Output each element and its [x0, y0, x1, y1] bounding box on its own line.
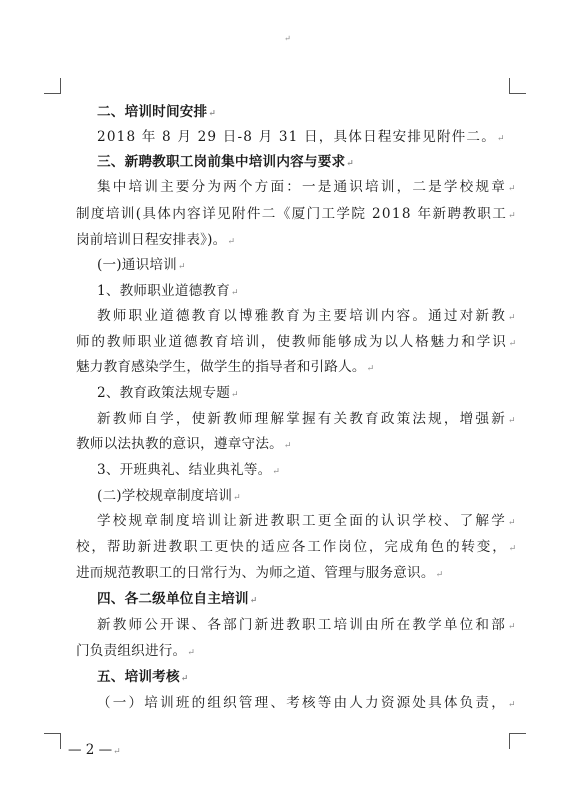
paragraph-mark-icon: ↵	[508, 544, 517, 554]
line-text: 3、开班典礼、结业典礼等。	[97, 462, 272, 478]
paragraph-mark-icon: ↵	[177, 262, 186, 272]
line-text: 三、新聘教职工岗前集中培训内容与要求	[97, 154, 346, 170]
body-text-line	[97, 410, 516, 430]
line-text: 五、培训考核	[97, 669, 180, 685]
line-text: 新教师自学，使新教师理解掌握有关教育政策法规，增强新	[97, 411, 507, 427]
line-text: 岗前培训日程安排表》)。	[76, 232, 227, 248]
body-text-line	[97, 307, 516, 327]
line-text: 1、教师职业道德教育	[97, 283, 230, 299]
paragraph-mark-icon: ↵	[507, 313, 516, 323]
body-text-line	[97, 282, 239, 302]
paragraph-mark-icon: ↵	[507, 416, 516, 426]
paragraph-mark-icon: ↵	[233, 493, 241, 503]
paragraph-mark-icon: ↵	[435, 570, 444, 580]
body-text-line	[76, 642, 195, 662]
paragraph-mark-icon: ↵	[187, 648, 196, 658]
crop-mark-bottom-right-h	[510, 733, 526, 734]
crop-mark-top-right-h	[510, 93, 526, 94]
line-text: 教师以法执教的意识，遵章守法。	[76, 436, 283, 452]
line-text: 二、培训时间安排	[97, 104, 208, 120]
paragraph-mark-icon: ↵	[208, 109, 217, 119]
paragraph-mark-icon: ↵	[508, 211, 516, 221]
crop-mark-top-right-v	[509, 78, 510, 94]
page-number	[68, 741, 121, 761]
line-text: 学校规章制度培训让新进教职工更全面的认识学校、了解学	[97, 513, 507, 529]
body-text-line	[76, 231, 235, 251]
paragraph-mark-icon: ↵	[231, 288, 239, 298]
body-text-line	[97, 487, 241, 507]
paragraph-mark-icon: ↵	[507, 184, 516, 194]
line-text: 2018 年 8 月 29 日-8 月 31 日，具体日程安排见附件二。	[97, 129, 496, 145]
body-text-line	[97, 256, 186, 276]
line-text: (一)通识培训	[97, 257, 177, 273]
crop-mark-bottom-right-v	[509, 733, 510, 749]
line-text: 新教师公开课、各部门新进教职工培训由所在教学单位和部	[97, 617, 507, 633]
section-heading	[97, 153, 354, 173]
section-heading	[97, 590, 257, 610]
body-text-line	[76, 435, 292, 455]
body-text-line	[97, 128, 505, 148]
paragraph-mark-icon: ↵	[508, 339, 517, 349]
body-text-line	[76, 333, 516, 353]
paragraph-mark-icon: ↵	[366, 364, 375, 374]
body-text-line	[97, 384, 239, 404]
line-text: 魅力教育感染学生，做学生的指导者和引路人。	[76, 359, 366, 375]
section-heading	[97, 103, 216, 123]
line-text: 师的教师职业道德教育培训，使教师能够成为以人格魅力和学识	[76, 334, 508, 350]
body-text-line	[97, 461, 280, 481]
paragraph-mark-icon: ↵	[346, 159, 355, 169]
body-text-line	[76, 564, 443, 584]
paragraph-mark-icon: ↵	[231, 390, 239, 400]
paragraph-mark-icon: ↵	[227, 237, 236, 247]
top-paragraph-mark: ↵	[284, 34, 291, 43]
body-text-line	[97, 512, 516, 532]
body-text-line	[97, 178, 516, 198]
crop-mark-bottom-left-h	[44, 733, 60, 734]
line-text: （一）培训班的组织管理、考核等由人力资源处具体负责，	[97, 695, 507, 711]
page-number-text: — 2 —	[68, 742, 113, 758]
body-text-line	[76, 358, 374, 378]
paragraph-mark-icon: ↵	[272, 467, 281, 477]
line-text: 门负责组织进行。	[76, 643, 187, 659]
line-text: 进而规范教职工的日常行为、为师之道、管理与服务意识。	[76, 565, 435, 581]
line-text: 四、各二级单位自主培训	[97, 591, 249, 607]
line-text: 教师职业道德教育以博雅教育为主要培训内容。通过对新教	[97, 308, 507, 324]
line-text: (二)学校规章制度培训	[97, 488, 233, 504]
crop-mark-top-left-v	[60, 78, 61, 94]
paragraph-mark-icon: ↵	[180, 674, 189, 684]
body-text-line	[76, 205, 516, 225]
line-text: 集中培训主要分为两个方面：一是通识培训，二是学校规章	[97, 179, 507, 195]
paragraph-mark-icon: ↵	[113, 747, 121, 757]
crop-mark-bottom-left-v	[60, 733, 61, 749]
line-text: 校，帮助新进教职工更快的适应各工作岗位，完成角色的转变，	[76, 539, 508, 555]
paragraph-mark-icon: ↵	[283, 441, 292, 451]
body-text-line	[76, 538, 516, 558]
paragraph-mark-icon: ↵	[507, 518, 516, 528]
paragraph-mark-icon: ↵	[496, 134, 505, 144]
line-text: 2、教育政策法规专题	[97, 385, 230, 401]
body-text-line	[97, 616, 516, 636]
section-heading	[97, 668, 189, 688]
body-text-line	[97, 694, 516, 714]
paragraph-mark-icon: ↵	[249, 596, 258, 606]
paragraph-mark-icon: ↵	[507, 622, 516, 632]
crop-mark-top-left-h	[44, 93, 60, 94]
paragraph-mark-icon: ↵	[507, 700, 516, 710]
line-text: 制度培训(具体内容详见附件二《厦门工学院 2018 年新聘教职工	[76, 206, 508, 222]
